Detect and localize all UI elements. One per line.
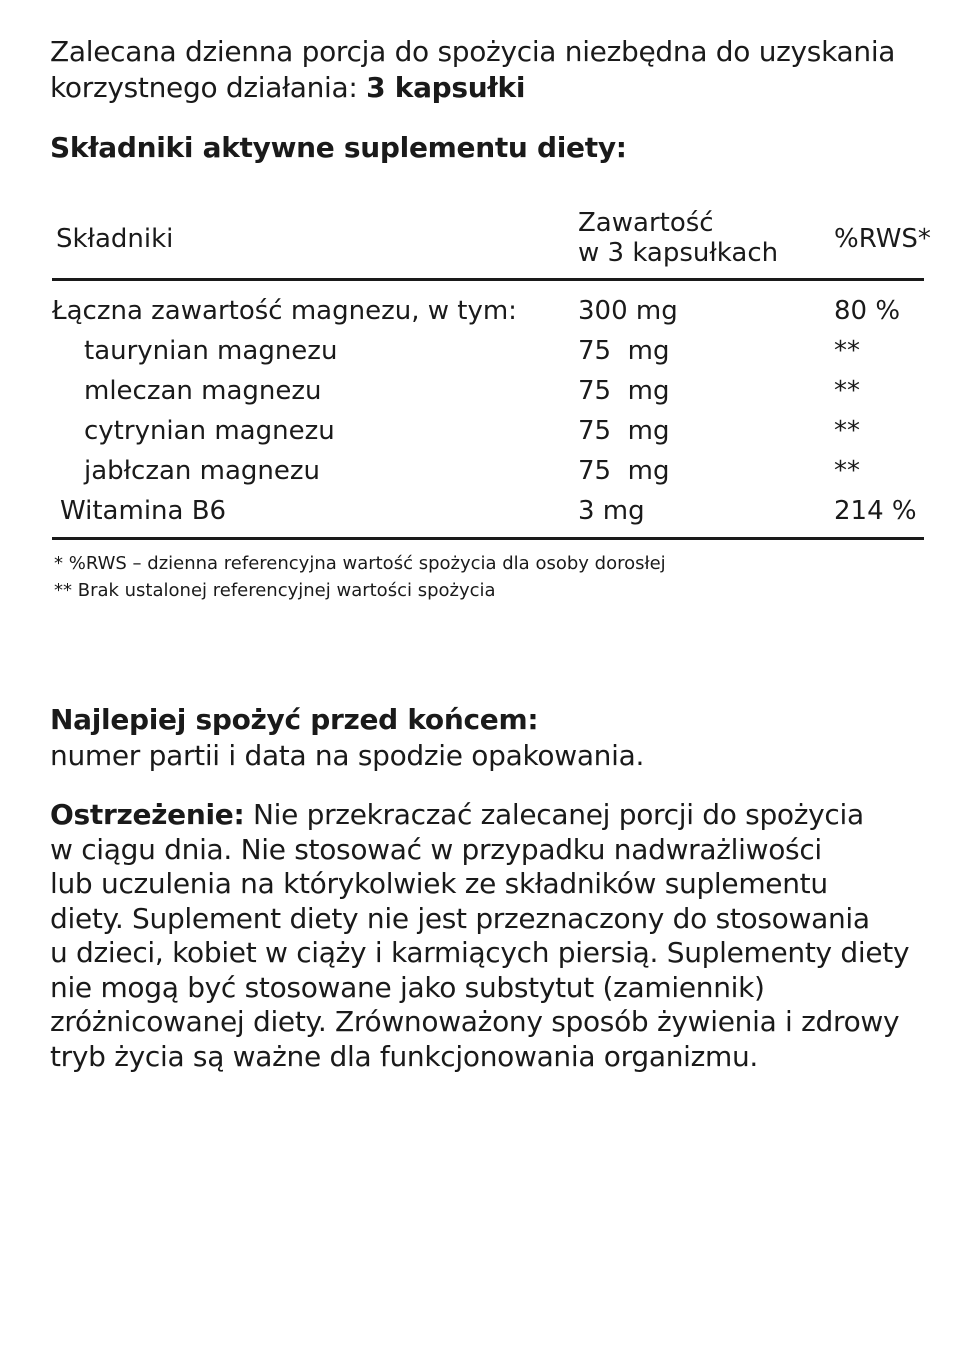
ingredient-rws: 80 % [834,296,901,326]
ingredient-amount: 75 mg [578,376,670,406]
ingredient-amount: 75 mg [578,416,670,446]
ingredient-name: cytrynian magnezu [84,416,335,446]
table-row [52,371,924,411]
section-title: Składniki aktywne suplementu diety: [50,131,627,164]
header-content [578,208,778,268]
warning-line: nie mogą być stosowane jako substytut (zamiennik) [50,970,765,1004]
table-header [52,204,931,281]
warning-label: Ostrzeżenie: [50,798,245,831]
warning-line: lub uczulenia na którykolwiek ze składników suplementu [50,867,828,900]
intro-line-2 [50,70,934,106]
header-content-line-2: w 3 kapsułkach [578,238,779,268]
ingredient-rws: ** [834,336,860,366]
header-rws: %RWS* [834,224,931,254]
ingredient-amount: 3 mg [578,496,645,526]
ingredient-rws: ** [834,376,860,406]
ingredient-name: taurynian magnezu [84,336,338,366]
ingredient-rws: 214 % [834,496,917,526]
warning-line [50,798,944,833]
intro-line-2-text: korzystnego działania: [50,71,367,104]
dose-amount: 3 kapsułki [366,71,526,104]
ingredient-name: Łączna zawartość magnezu, w tym: [52,296,517,326]
warning-section [50,798,944,1074]
nutrition-table [52,204,931,540]
table-row [52,411,924,451]
table-row [52,491,924,531]
footnotes [54,550,666,604]
warning-line: zróżnicowanej diety. Zrównoważony sposób żywienia i zdrowy [50,1005,900,1038]
ingredient-rws: ** [834,416,860,446]
ingredient-amount: 300 mg [578,296,678,326]
intro-line-1: Zalecana dzienna porcja do spożycia niezbędna do uzyskania [50,35,896,68]
table-row [52,331,924,371]
ingredient-amount: 75 mg [578,456,670,486]
warning-line-text: Nie przekraczać zalecanej porcji do spożycia [244,798,864,831]
best-before-text: numer partii i data na spodzie opakowania. [50,739,645,772]
header-content-line-1: Zawartość [578,208,714,238]
warning-line: tryb życia są ważne dla funkcjonowania organizmu. [50,1039,759,1073]
best-before-section [50,702,934,774]
best-before-label: Najlepiej spożyć przed końcem: [50,703,539,736]
ingredient-name: Witamina B6 [60,496,227,526]
footnote-rws: * %RWS – dzienna referencyjna wartość spożycia dla osoby dorosłej [54,553,666,574]
header-ingredient: Składniki [56,224,174,254]
warning-line: w ciągu dnia. Nie stosować w przypadku nadwrażliwości [50,832,822,866]
table-row [52,291,924,331]
ingredient-amount: 75 mg [578,336,670,366]
warning-line: diety. Suplement diety nie jest przeznaczony do stosowania [50,901,870,935]
dosage-intro [50,34,934,106]
table-row [52,451,924,491]
ingredient-name: jabłczan magnezu [84,456,321,486]
warning-line: u dzieci, kobiet w ciąży i karmiących piersią. Suplementy diety [50,936,910,969]
table-body [52,281,924,540]
ingredient-rws: ** [834,456,860,486]
ingredient-name: mleczan magnezu [84,376,322,406]
footnote-no-reference: ** Brak ustalonej referencyjnej wartości spożycia [54,580,496,601]
